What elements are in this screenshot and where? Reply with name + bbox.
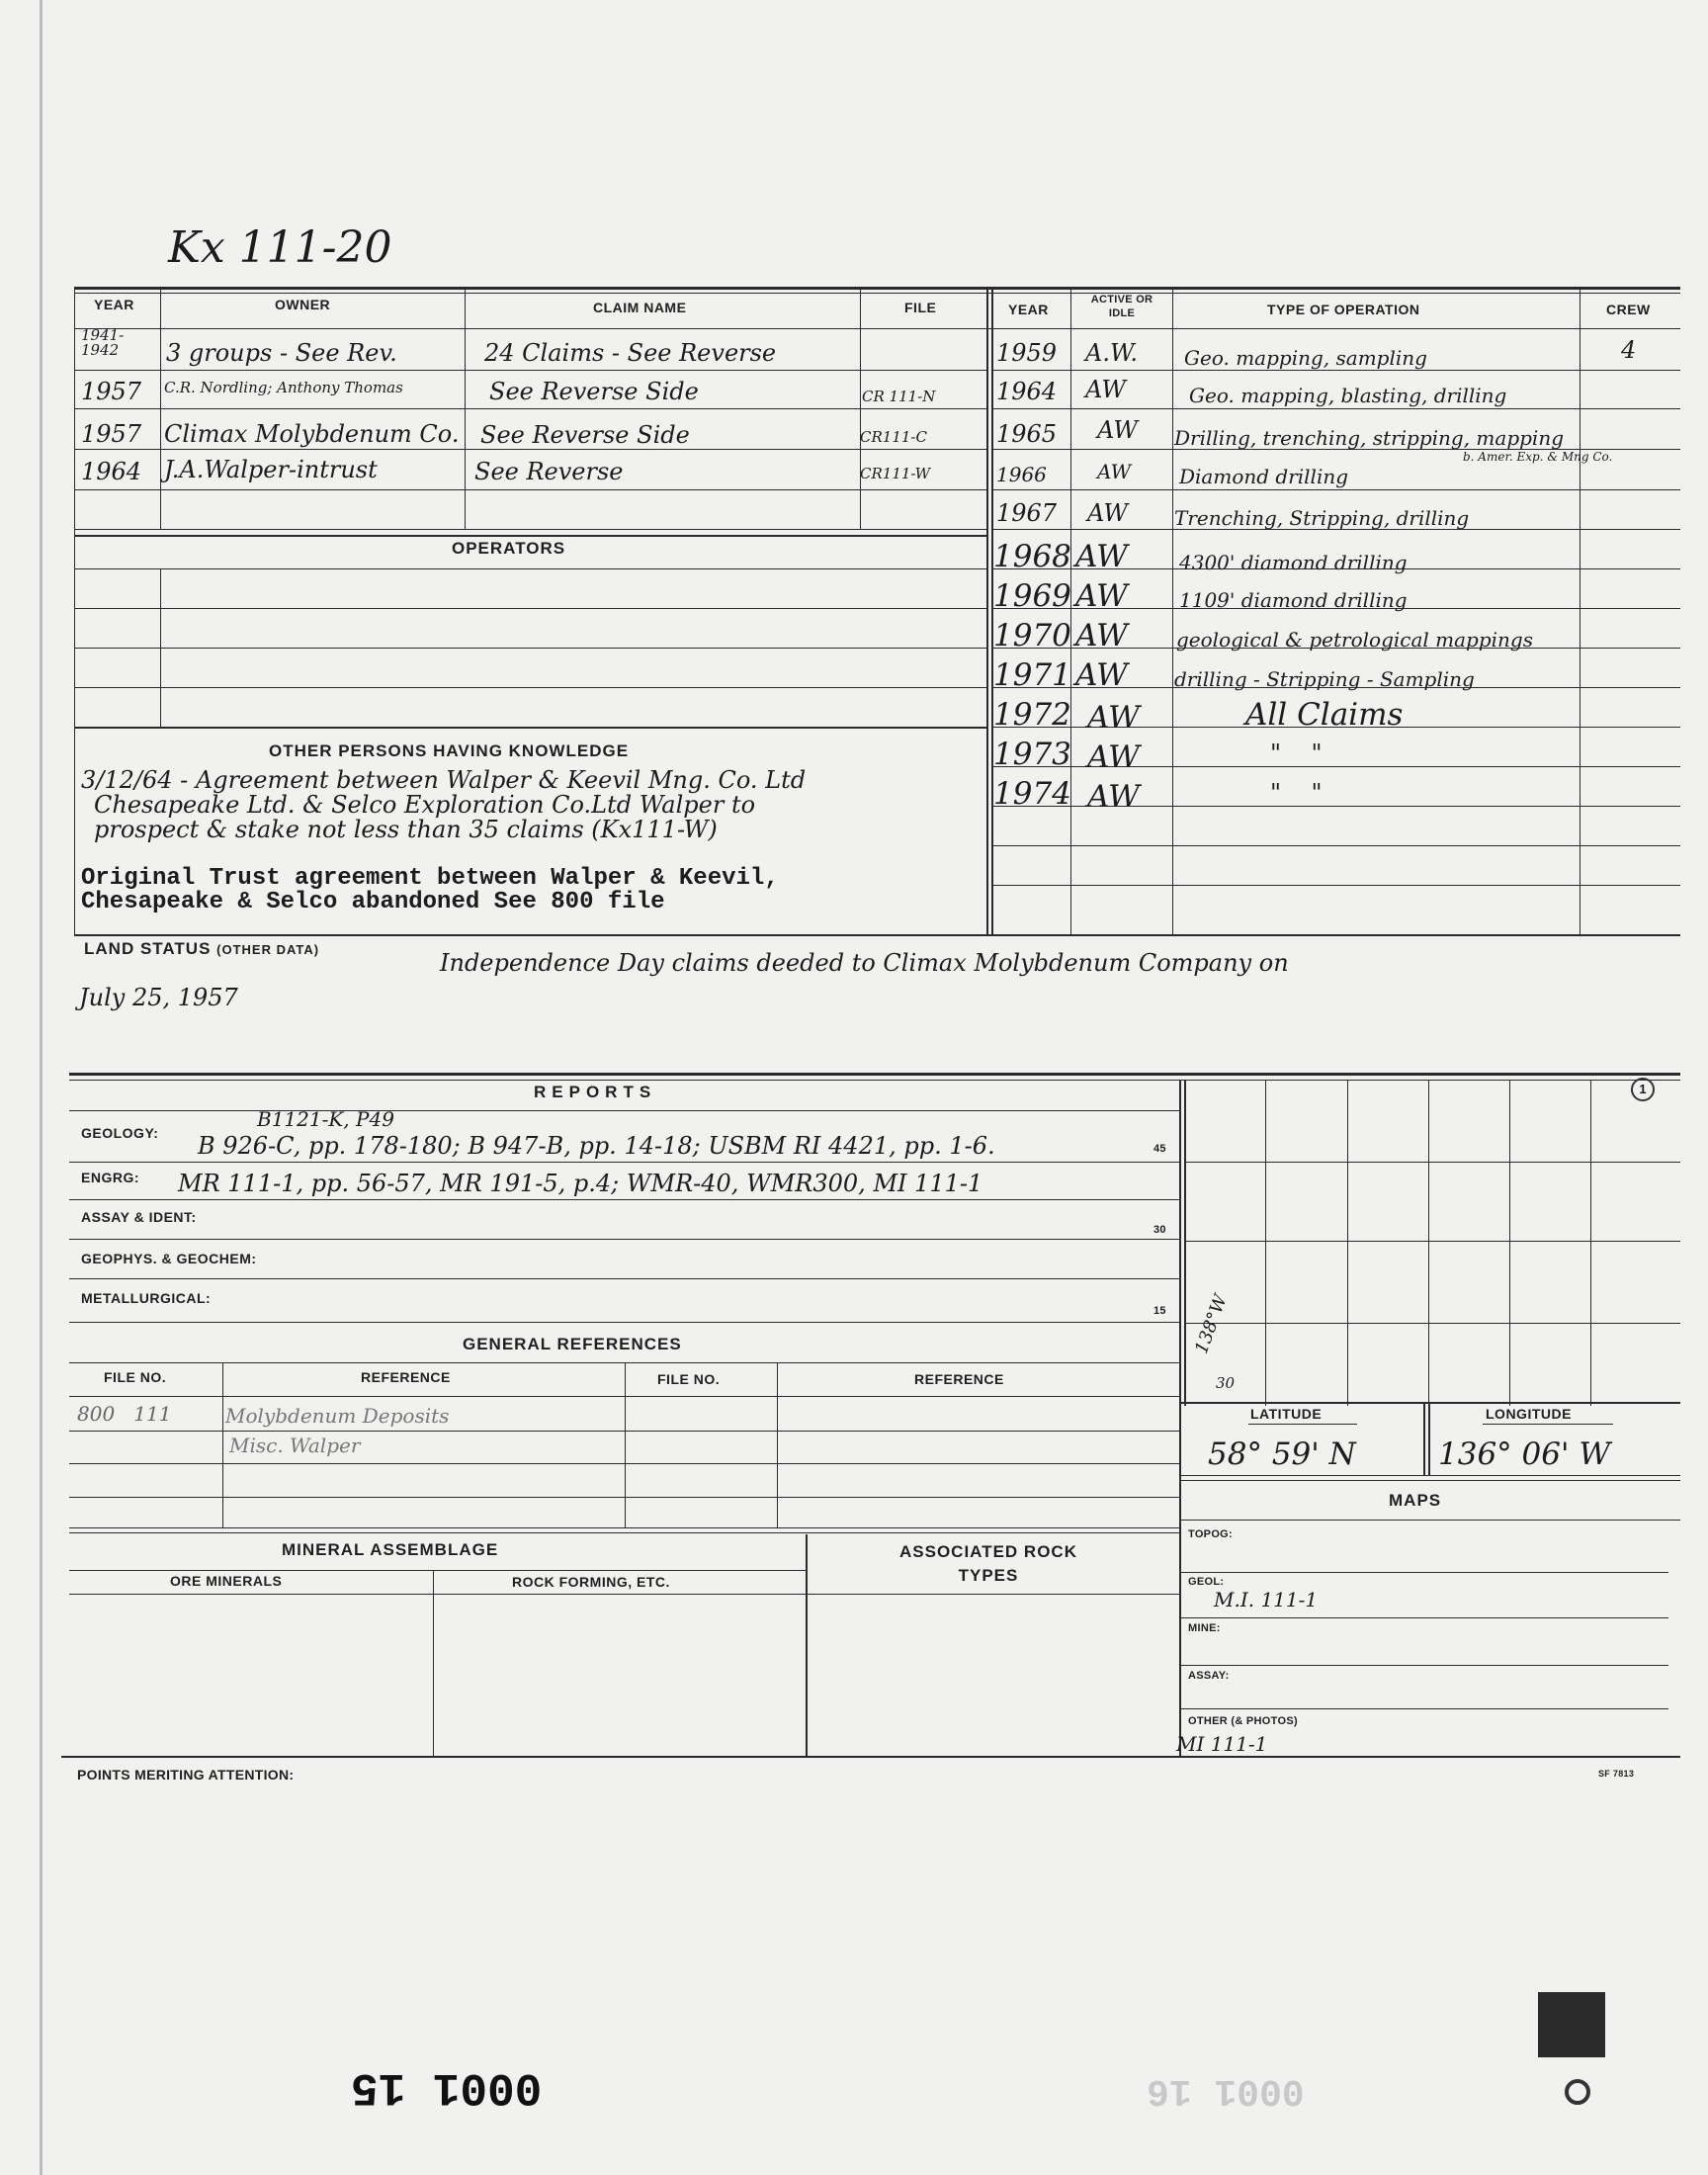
operation-note: b. Amer. Exp. & Mng Co.	[1463, 450, 1613, 464]
other-persons-line: prospect & stake not less than 35 claims (Kx111-W)	[94, 816, 718, 843]
maps-other-label: OTHER (& PHOTOS)	[1188, 1715, 1298, 1727]
report-label-engrg: ENGRG:	[81, 1170, 139, 1185]
report-label-geology: GEOLOGY:	[81, 1125, 159, 1141]
header-owner: OWNER	[275, 297, 331, 312]
header-crew: CREW	[1606, 302, 1651, 317]
operation-year: 1959	[996, 339, 1058, 367]
operation-type: Trenching, Stripping, drilling	[1174, 506, 1470, 530]
operation-year: 1965	[996, 420, 1058, 448]
operation-status: AW	[1097, 416, 1139, 444]
land-status-label: LAND STATUS (OTHER DATA)	[84, 939, 320, 958]
history-claim: See Reverse Side	[489, 378, 699, 405]
report-value-geology: B 926-C, pp. 178-180; B 947-B, pp. 14-18; USBM RI 4421, pp. 1-6.	[198, 1132, 995, 1160]
history-claim: See Reverse	[474, 458, 624, 485]
form-code: SF 7813	[1598, 1769, 1635, 1779]
land-status-text-2: July 25, 1957	[79, 984, 238, 1011]
registration-square	[1538, 1992, 1605, 2057]
maps-geol-label: GEOL:	[1188, 1576, 1225, 1588]
operation-status: AW	[1087, 779, 1140, 815]
gr-header-ref-1: REFERENCE	[361, 1369, 451, 1385]
latitude-value: 58° 59' N	[1208, 1436, 1356, 1472]
history-file: CR 111-N	[862, 388, 936, 405]
other-persons-typed: Original Trust agreement between Walper & Keevil,	[81, 865, 779, 892]
operation-type: 4300' diamond drilling	[1179, 551, 1408, 574]
operation-type: 1109' diamond drilling	[1179, 588, 1408, 612]
form-id: Kx 111-20	[168, 222, 392, 273]
operation-type: Diamond drilling	[1179, 465, 1349, 488]
history-year: 1964	[81, 458, 142, 485]
history-year: 1957	[81, 420, 142, 448]
operation-type: " "	[1270, 740, 1323, 767]
history-file: CR111-W	[860, 465, 931, 482]
history-claim: 24 Claims - See Reverse	[484, 339, 777, 367]
other-persons-typed: Chesapeake & Selco abandoned See 800 file	[81, 889, 665, 915]
operation-status: A.W.	[1085, 339, 1139, 367]
other-persons-line: Chesapeake Ltd. & Selco Exploration Co.Ltd Walper to	[94, 791, 756, 819]
operation-status: AW	[1075, 578, 1128, 614]
operation-year: 1971	[993, 657, 1071, 693]
report-value-geology-above: B1121-K, P49	[257, 1107, 394, 1131]
page-number: 0001 15	[351, 2061, 543, 2113]
registration-circle	[1565, 2079, 1590, 2105]
operation-year: 1974	[993, 776, 1071, 812]
operation-year: 1967	[996, 499, 1058, 527]
gr-header-ref-2: REFERENCE	[914, 1371, 1004, 1387]
operation-year: 1969	[993, 578, 1071, 614]
scale-tick: 15	[1153, 1305, 1166, 1317]
gr-ref: Molybdenum Deposits	[225, 1404, 450, 1428]
header-active-idle: ACTIVE OR IDLE	[1090, 294, 1153, 319]
points-meriting-label: POINTS MERITING ATTENTION:	[77, 1767, 295, 1783]
operation-status: AW	[1087, 700, 1140, 736]
maps-assay-label: ASSAY:	[1188, 1670, 1230, 1682]
other-persons-line: 3/12/64 - Agreement between Walper & Keevil Mng. Co. Ltd	[81, 766, 807, 794]
longitude-value: 136° 06' W	[1438, 1436, 1611, 1472]
general-references-title: GENERAL REFERENCES	[463, 1335, 682, 1353]
other-persons-label: OTHER PERSONS HAVING KNOWLEDGE	[269, 741, 630, 760]
associated-rock-types: ASSOCIATED ROCK TYPES	[899, 1542, 1077, 1585]
header-file: FILE	[904, 300, 937, 315]
report-label-assay: ASSAY & IDENT:	[81, 1209, 197, 1225]
operation-status: AW	[1087, 740, 1140, 775]
top-rule	[74, 287, 1680, 290]
maps-mine-label: MINE:	[1188, 1622, 1221, 1634]
scale-tick: 45	[1153, 1143, 1166, 1155]
rock-forming-header: ROCK FORMING, ETC.	[512, 1574, 670, 1590]
header-op-year: YEAR	[1008, 302, 1049, 317]
gr-ref: Misc. Walper	[229, 1434, 361, 1457]
gr-header-file-2: FILE NO.	[657, 1371, 721, 1387]
latitude-label: LATITUDE	[1250, 1406, 1323, 1422]
history-year: 1957	[81, 378, 142, 405]
operation-type: Geo. mapping, blasting, drilling	[1189, 384, 1507, 407]
operation-status: AW	[1075, 657, 1128, 693]
history-year: 1941-1942	[81, 326, 125, 359]
operation-type: Geo. mapping, sampling	[1184, 346, 1427, 370]
operation-status: AW	[1075, 539, 1128, 574]
reports-title: REPORTS	[534, 1083, 657, 1101]
gr-file: 800 111	[77, 1402, 172, 1426]
operation-type: geological & petrological mappings	[1176, 628, 1533, 652]
maps-other-value: MI 111-1	[1176, 1732, 1268, 1756]
operation-type: Drilling, trenching, stripping, mapping	[1174, 426, 1565, 450]
mineral-assemblage-title: MINERAL ASSEMBLAGE	[282, 1540, 499, 1559]
report-label-metallurgical: METALLURGICAL:	[81, 1290, 212, 1306]
scan-edge	[40, 0, 43, 2175]
operation-year: 1964	[996, 378, 1058, 405]
operation-type: All Claims	[1245, 697, 1404, 733]
history-owner: C.R. Nordling; Anthony Thomas	[164, 379, 403, 396]
history-owner: 3 groups - See Rev.	[166, 339, 397, 367]
operation-year: 1970	[993, 618, 1071, 653]
operation-status: AW	[1085, 376, 1127, 403]
maps-topog-label: TOPOG:	[1188, 1528, 1233, 1540]
operation-year: 1972	[993, 697, 1071, 733]
history-owner: J.A.Walper-intrust	[164, 456, 378, 483]
page-number-ghost: 0001 16	[1147, 2069, 1305, 2112]
header-claim-name: CLAIM NAME	[593, 300, 687, 315]
header-year: YEAR	[94, 297, 134, 312]
operation-crew: 4	[1621, 336, 1637, 364]
maps-title: MAPS	[1389, 1491, 1442, 1510]
scale-tick: 30	[1153, 1224, 1166, 1236]
report-value-engrg: MR 111-1, pp. 56-57, MR 191-5, p.4; WMR-40, WMR300, MI 111-1	[178, 1170, 983, 1197]
grid-note-2: 30	[1216, 1374, 1236, 1392]
grid-note: 138°W	[1191, 1291, 1232, 1357]
circle-mark: 1	[1631, 1078, 1655, 1101]
operation-type: drilling - Stripping - Sampling	[1174, 667, 1475, 691]
header-type-of-operation: TYPE OF OPERATION	[1267, 302, 1420, 317]
operators-label: OPERATORS	[452, 539, 566, 558]
operation-year: 1966	[996, 463, 1047, 486]
operation-year: 1973	[993, 737, 1071, 772]
gr-header-file-1: FILE NO.	[104, 1369, 167, 1385]
operation-year: 1968	[993, 539, 1071, 574]
history-file: CR111-C	[860, 428, 927, 446]
ore-minerals-header: ORE MINERALS	[170, 1573, 283, 1589]
history-claim: See Reverse Side	[480, 421, 690, 449]
land-status-text: Independence Day claims deeded to Climax Molybdenum Company on	[440, 949, 1289, 977]
report-label-geophys: GEOPHYS. & GEOCHEM:	[81, 1251, 257, 1266]
operation-type: " "	[1270, 779, 1323, 807]
operation-status: AW	[1097, 460, 1132, 483]
maps-geol-value: M.I. 111-1	[1214, 1588, 1319, 1611]
operation-status: AW	[1087, 499, 1129, 527]
operation-status: AW	[1075, 618, 1128, 653]
history-owner: Climax Molybdenum Co.	[164, 420, 460, 448]
longitude-label: LONGITUDE	[1486, 1406, 1572, 1422]
